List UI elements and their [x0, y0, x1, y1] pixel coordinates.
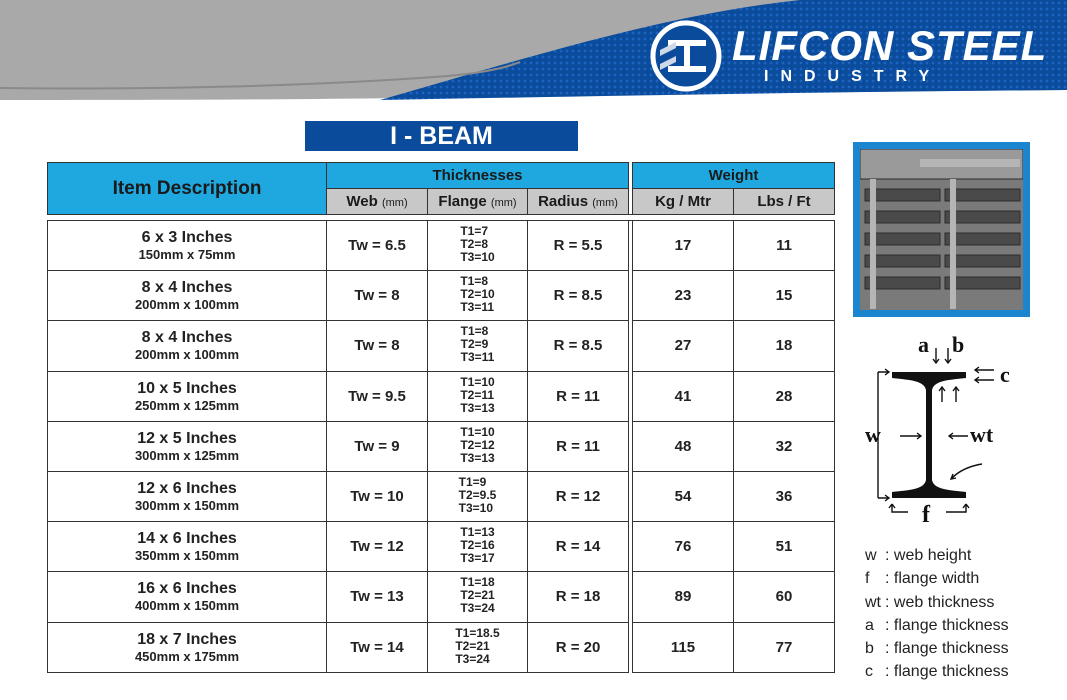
legend-separator: :	[885, 616, 890, 634]
kg-per-mtr-cell: 17	[633, 221, 734, 271]
table-row	[48, 622, 835, 672]
table-row	[48, 471, 835, 521]
legend-text: flange width	[893, 570, 980, 588]
table-body	[48, 221, 835, 673]
legend-key: b	[865, 640, 874, 658]
flange-cell	[428, 622, 528, 672]
legend-separator: :	[885, 593, 890, 611]
radius-cell: R = 8.5	[528, 271, 629, 321]
item-size-mm: 150mm x 75mm	[138, 247, 236, 263]
item-description-cell	[48, 622, 327, 672]
radius-cell: R = 8.5	[528, 321, 629, 371]
item-size-inches: 8 x 4 Inches	[141, 329, 233, 347]
item-size-mm: 300mm x 125mm	[134, 447, 240, 463]
flange-t1: T1=13	[460, 525, 495, 540]
legend-separator: :	[885, 547, 890, 564]
brand-subtitle: INDUSTRY	[764, 68, 942, 85]
flange-cell	[428, 471, 528, 521]
flange-t3: T3=10	[458, 501, 493, 516]
flange-cell	[428, 371, 528, 421]
flange-t3: T3=24	[455, 651, 490, 666]
kg-per-mtr-cell: 41	[633, 371, 734, 421]
flange-t1: T1=7	[460, 224, 488, 239]
label-f: f	[922, 502, 930, 528]
legend-item	[865, 637, 1009, 660]
flange-t2: T2=21	[455, 638, 490, 653]
radius-cell: R = 14	[528, 522, 629, 572]
item-description-cell	[48, 522, 327, 572]
header-radius: Radius (mm)	[528, 189, 629, 215]
kg-per-mtr-cell: 27	[633, 321, 734, 371]
radius-cell: R = 20	[528, 622, 629, 672]
radius-cell: R = 12	[528, 471, 629, 521]
legend-key: a	[865, 616, 874, 634]
web-cell: Tw = 14	[327, 622, 428, 672]
lbs-per-ft-cell: 32	[734, 421, 835, 471]
radius-cell: R = 18	[528, 572, 629, 622]
lbs-per-ft-cell: 18	[734, 321, 835, 371]
flange-cell	[428, 321, 528, 371]
table-row	[48, 572, 835, 622]
web-cell: Tw = 8	[327, 321, 428, 371]
header-item-description: Item Description	[48, 163, 327, 215]
legend-key: c	[865, 663, 873, 681]
legend-text: flange thickness	[893, 616, 1009, 634]
legend-key: wt	[865, 593, 881, 611]
flange-t1: T1=8	[460, 324, 489, 339]
lbs-per-ft-cell: 15	[734, 271, 835, 321]
label-a: a	[918, 332, 929, 357]
item-description-cell	[48, 221, 327, 271]
flange-t3: T3=11	[460, 350, 495, 365]
kg-per-mtr-cell: 54	[633, 471, 734, 521]
item-size-mm: 200mm x 100mm	[134, 347, 240, 363]
kg-per-mtr-cell: 115	[633, 622, 734, 672]
item-size-mm: 350mm x 150mm	[134, 548, 240, 564]
table-row	[48, 221, 835, 271]
header-kg-per-mtr: Kg / Mtr	[633, 189, 734, 215]
kg-per-mtr-cell: 23	[633, 271, 734, 321]
item-description-cell	[48, 271, 327, 321]
flange-t2: T2=16	[460, 538, 495, 553]
lbs-per-ft-cell: 11	[734, 221, 835, 271]
header-weight: Weight	[633, 163, 835, 189]
kg-per-mtr-cell: 76	[633, 522, 734, 572]
item-description-cell	[48, 572, 327, 622]
flange-t2: T2=10	[460, 287, 495, 302]
label-wt: wt	[970, 422, 994, 447]
flange-t2: T2=11	[460, 387, 495, 402]
header-flange: Flange (mm)	[428, 189, 528, 215]
legend-separator: :	[885, 640, 890, 658]
ibeam-table	[47, 162, 835, 673]
logo-icon	[650, 20, 722, 92]
lbs-per-ft-cell: 51	[734, 522, 835, 572]
label-c: c	[1000, 362, 1010, 387]
radius-cell: R = 5.5	[528, 221, 629, 271]
item-size-mm: 450mm x 175mm	[134, 648, 240, 664]
web-cell: Tw = 8	[327, 271, 428, 321]
item-size-inches: 14 x 6 Inches	[137, 530, 237, 548]
kg-per-mtr-cell: 48	[633, 421, 734, 471]
brand-name: LIFCON STEEL	[732, 22, 1048, 69]
flange-t2: T2=8	[460, 237, 488, 252]
lbs-per-ft-cell: 77	[734, 622, 835, 672]
legend-separator: :	[885, 570, 890, 588]
legend-text: web thickness	[893, 593, 995, 611]
kg-per-mtr-cell: 89	[633, 572, 734, 622]
legend-item	[865, 660, 1009, 683]
flange-t1: T1=18	[460, 575, 495, 590]
header-lbs-per-ft: Lbs / Ft	[734, 189, 835, 215]
radius-cell: R = 11	[528, 421, 629, 471]
flange-t1: T1=8	[460, 274, 488, 289]
flange-t2: T2=9	[460, 337, 489, 352]
ibeam-diagram	[860, 330, 1040, 530]
header-web: Web (mm)	[327, 189, 428, 215]
flange-cell	[428, 271, 528, 321]
lbs-per-ft-cell: 28	[734, 371, 835, 421]
item-description-cell	[48, 371, 327, 421]
item-size-inches: 12 x 5 Inches	[137, 429, 237, 447]
table-row	[48, 321, 835, 371]
legend-text: web height	[893, 547, 972, 564]
legend-separator: :	[885, 663, 890, 681]
legend-item	[865, 567, 1009, 590]
steel-beams-image	[860, 149, 1023, 310]
legend-item	[865, 544, 1009, 567]
page-title: I - BEAM	[305, 121, 578, 151]
flange-t3: T3=13	[460, 450, 495, 465]
legend-text: flange thickness	[893, 663, 1009, 681]
lbs-per-ft-cell: 60	[734, 572, 835, 622]
flange-cell	[428, 572, 528, 622]
label-b: b	[952, 332, 965, 357]
flange-t3: T3=17	[460, 551, 495, 566]
legend-item	[865, 591, 1009, 614]
flange-cell	[428, 221, 528, 271]
item-size-inches: 12 x 6 Inches	[137, 480, 237, 498]
lbs-per-ft-cell: 36	[734, 471, 835, 521]
legend-item	[865, 614, 1009, 637]
table-row	[48, 421, 835, 471]
item-description-cell	[48, 321, 327, 371]
flange-t1: T1=10	[460, 424, 495, 439]
legend	[865, 544, 1009, 684]
flange-t2: T2=12	[460, 437, 495, 452]
flange-t3: T3=10	[460, 250, 495, 265]
flange-cell	[428, 522, 528, 572]
item-size-mm: 250mm x 125mm	[134, 397, 240, 413]
legend-text: flange thickness	[893, 640, 1009, 658]
web-cell: Tw = 6.5	[327, 221, 428, 271]
flange-t1: T1=9	[458, 475, 487, 490]
item-description-cell	[48, 421, 327, 471]
item-size-mm: 300mm x 150mm	[134, 498, 240, 514]
item-size-mm: 400mm x 150mm	[134, 598, 240, 614]
web-cell: Tw = 9	[327, 421, 428, 471]
item-size-inches: 18 x 7 Inches	[137, 630, 237, 648]
ibeam-photo	[853, 142, 1030, 317]
table-header-row	[48, 163, 835, 189]
flange-t2: T2=9.5	[458, 488, 497, 503]
flange-t3: T3=13	[460, 400, 495, 415]
web-cell: Tw = 12	[327, 522, 428, 572]
item-size-inches: 16 x 6 Inches	[137, 580, 237, 598]
web-cell: Tw = 13	[327, 572, 428, 622]
flange-t1: T1=18.5	[455, 625, 500, 640]
item-size-mm: 200mm x 100mm	[134, 297, 240, 313]
item-size-inches: 8 x 4 Inches	[141, 279, 233, 297]
table-row	[48, 271, 835, 321]
legend-key: w	[865, 547, 877, 564]
table-row	[48, 522, 835, 572]
radius-cell: R = 11	[528, 371, 629, 421]
item-size-inches: 10 x 5 Inches	[137, 379, 237, 397]
item-description-cell	[48, 471, 327, 521]
flange-t1: T1=10	[460, 374, 495, 389]
flange-cell	[428, 421, 528, 471]
flange-t3: T3=11	[460, 300, 495, 315]
legend-key: f	[865, 570, 870, 588]
item-size-inches: 6 x 3 Inches	[141, 229, 233, 247]
web-cell: Tw = 9.5	[327, 371, 428, 421]
flange-t2: T2=21	[460, 588, 495, 603]
flange-t3: T3=24	[460, 601, 495, 616]
header-banner	[0, 0, 1067, 105]
table-row	[48, 371, 835, 421]
label-w: w	[865, 422, 881, 447]
header-thicknesses: Thicknesses	[327, 163, 629, 189]
web-cell: Tw = 10	[327, 471, 428, 521]
